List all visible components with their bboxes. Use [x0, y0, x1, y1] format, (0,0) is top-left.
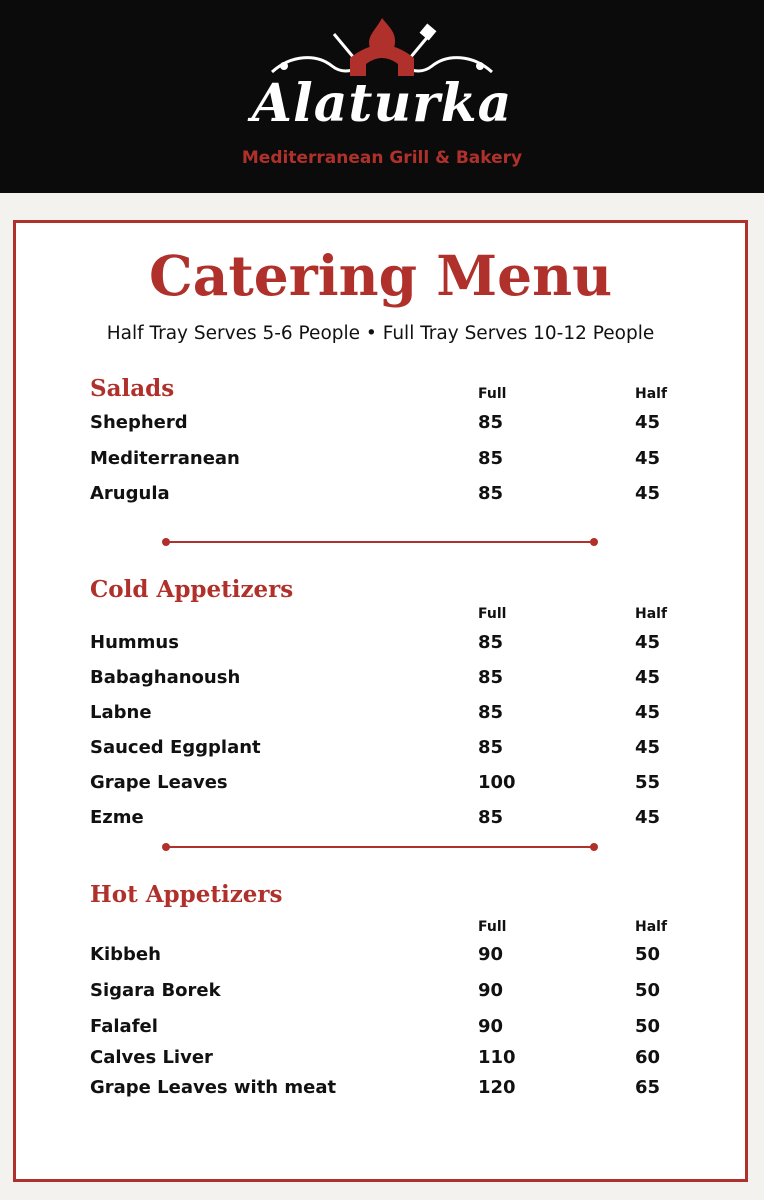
- item-name: Calves Liver: [90, 1047, 213, 1068]
- section-title-hot-appetizers: Hot Appetizers: [90, 881, 283, 908]
- item-name: Shepherd: [90, 412, 188, 433]
- price-full: 120: [478, 1077, 516, 1098]
- column-header-half: Half: [635, 606, 668, 622]
- price-half: 45: [635, 412, 661, 433]
- item-name: Labne: [90, 702, 152, 723]
- brand-tagline: Mediterranean Grill & Bakery: [241, 148, 523, 168]
- price-half: 60: [635, 1047, 661, 1068]
- price-full: 85: [478, 483, 504, 504]
- price-half: 65: [635, 1077, 661, 1098]
- item-name: Falafel: [90, 1016, 158, 1037]
- brand-name: Alaturka: [251, 73, 513, 134]
- menu-card: [13, 220, 748, 1182]
- menu-row: [16, 1016, 745, 1042]
- price-half: 50: [635, 980, 661, 1001]
- menu-row: [16, 944, 745, 970]
- price-full: 90: [478, 1016, 504, 1037]
- item-name: Babaghanoush: [90, 667, 241, 688]
- header-bar: [0, 0, 764, 193]
- price-full: 90: [478, 980, 504, 1001]
- price-full: 85: [478, 667, 504, 688]
- item-name: Grape Leaves with meat: [90, 1077, 337, 1098]
- price-half: 45: [635, 667, 661, 688]
- menu-row: [16, 1077, 745, 1103]
- item-name: Arugula: [90, 483, 170, 504]
- section-title-cold-appetizers: Cold Appetizers: [90, 576, 294, 603]
- menu-row: [16, 772, 745, 798]
- column-header-full: Full: [478, 919, 507, 935]
- item-name: Sigara Borek: [90, 980, 221, 1001]
- section-divider: [162, 842, 598, 852]
- price-half: 50: [635, 1016, 661, 1037]
- price-full: 100: [478, 772, 516, 793]
- menu-row: [16, 807, 745, 833]
- menu-row: [16, 737, 745, 763]
- menu-subtitle: Half Tray Serves 5-6 People • Full Tray Serves 10-12 People: [106, 323, 655, 344]
- menu-row: [16, 483, 745, 509]
- price-half: 45: [635, 448, 661, 469]
- item-name: Mediterranean: [90, 448, 240, 469]
- item-name: Hummus: [90, 632, 179, 653]
- menu-row: [16, 1047, 745, 1073]
- price-full: 85: [478, 702, 504, 723]
- price-full: 110: [478, 1047, 516, 1068]
- price-half: 55: [635, 772, 661, 793]
- item-name: Kibbeh: [90, 944, 161, 965]
- item-name: Sauced Eggplant: [90, 737, 261, 758]
- price-half: 45: [635, 807, 661, 828]
- menu-row: [16, 412, 745, 438]
- section-divider: [162, 537, 598, 547]
- price-half: 50: [635, 944, 661, 965]
- price-half: 45: [635, 702, 661, 723]
- menu-row: [16, 667, 745, 693]
- column-header-half: Half: [635, 919, 668, 935]
- menu-row: [16, 980, 745, 1006]
- menu-title: Catering Menu: [148, 243, 613, 308]
- section-title-salads: Salads: [90, 375, 175, 402]
- price-full: 85: [478, 737, 504, 758]
- column-header-half: Half: [635, 386, 668, 402]
- menu-row: [16, 702, 745, 728]
- column-header-full: Full: [478, 606, 507, 622]
- price-half: 45: [635, 737, 661, 758]
- price-half: 45: [635, 632, 661, 653]
- menu-row: [16, 448, 745, 474]
- price-full: 85: [478, 448, 504, 469]
- price-half: 45: [635, 483, 661, 504]
- item-name: Ezme: [90, 807, 144, 828]
- menu-row: [16, 632, 745, 658]
- price-full: 85: [478, 807, 504, 828]
- price-full: 85: [478, 632, 504, 653]
- item-name: Grape Leaves: [90, 772, 228, 793]
- column-header-full: Full: [478, 386, 507, 402]
- price-full: 90: [478, 944, 504, 965]
- price-full: 85: [478, 412, 504, 433]
